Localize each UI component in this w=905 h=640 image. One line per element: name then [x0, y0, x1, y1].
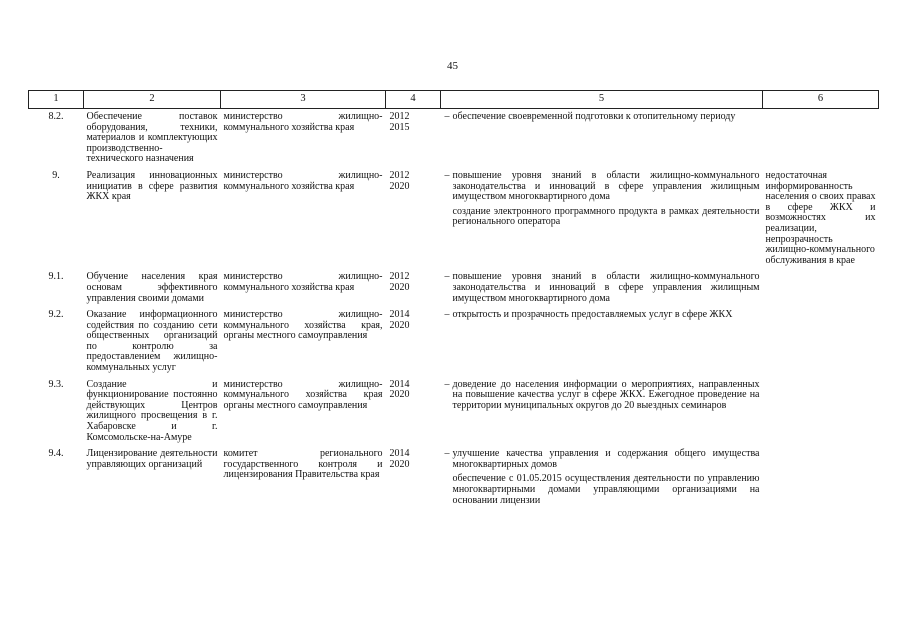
expected-results [441, 272, 763, 310]
executor: министерство жилищно-коммунального хозяйства края [223, 271, 383, 293]
risks: недостаточная информированность населения о своих правах в сфере ЖКХ и возможностях их реализации, непрозрачность жилищно-коммунального обслуживания в крае [765, 169, 876, 266]
year-start: 2012 [389, 111, 410, 122]
expected-results [441, 109, 763, 171]
result-item: – повышение уровня знаний в области жилищно-коммунального законодательства и инноваций в сфере управления жилищным имуществом многоквартирного дома [444, 271, 760, 304]
year-start: 2012 [389, 169, 410, 181]
year-end: 2020 [389, 319, 410, 331]
row-number: 9.2. [48, 309, 64, 321]
header-row [29, 91, 879, 109]
years [386, 171, 441, 272]
column-header: 1 [29, 91, 84, 109]
column-header: 4 [386, 91, 441, 109]
year-end: 2015 [389, 121, 410, 133]
year-start: 2012 [389, 271, 410, 283]
measure-title: Лицензирование деятельности управляющих организаций [86, 448, 218, 470]
expected-results [441, 380, 763, 450]
year-end: 2020 [389, 458, 410, 470]
measure-title: Создание и функционирование постоянно действующих Центров жилищного просвещения в г. Хабаровске и г. Комсомольске-на-Амуре [86, 378, 218, 443]
result-item: обеспечение с 01.05.2015 осуществления деятельности по управлению многоквартирными домами управляющими организациями на основании лицензии [452, 473, 760, 506]
table-row [29, 272, 879, 310]
result-item: – улучшение качества управления и содержания общего имущества многоквартирных домов [444, 448, 760, 470]
risks [763, 380, 879, 450]
column-header: 6 [763, 91, 879, 109]
risks [763, 272, 879, 310]
result-item: – доведение до населения информации о мероприятиях, направленных на повышение качества услуг в сфере ЖКХ. Ежегодное проведение на территории муниципальных округов до 20 выездных семинаров [444, 378, 760, 411]
years [386, 380, 441, 450]
table-row [29, 171, 879, 272]
year-start: 2014 [389, 378, 410, 390]
executor: министерство жилищно-коммунального хозяйства края, органы местного самоуправления [223, 309, 383, 342]
executor: министерство жилищно-коммунального хозяйства края [223, 169, 383, 192]
risks [763, 310, 879, 380]
executor: министерство жилищно-коммунального хозяйства края органы местного самоуправления [223, 378, 383, 411]
year-end: 2020 [389, 180, 410, 192]
page-number: 45 [447, 60, 458, 72]
result-item: – открытость и прозрачность предоставляемых услуг в сфере ЖКХ [444, 309, 733, 321]
result-item: создание электронного программного продукта в рамках деятельности регионального оператора [452, 205, 760, 228]
row-number: 9. [52, 169, 60, 181]
years [386, 449, 441, 512]
column-header: 5 [441, 91, 763, 109]
executor: комитет регионального государственного контроля и лицензирования Правительства края [223, 448, 383, 481]
result-item: – повышение уровня знаний в области жилищно-коммунального законодательства и инноваций в сфере управления жилищным имуществом многоквартирного дома [444, 169, 760, 203]
executor: министерство жилищно-коммунального хозяйства края [223, 111, 383, 133]
row-number: 9.1. [48, 271, 64, 283]
risks [763, 449, 879, 512]
column-header: 2 [84, 91, 221, 109]
expected-results [441, 310, 763, 380]
program-measures-table [28, 90, 879, 512]
years [386, 310, 441, 380]
years [386, 272, 441, 310]
year-end: 2020 [389, 389, 410, 401]
column-header: 3 [221, 91, 386, 109]
table-row [29, 380, 879, 450]
expected-results [441, 449, 763, 512]
row-number: 8.2. [48, 111, 64, 122]
measure-title: Обеспечение поставок оборудования, техники, материалов и комплектующих производственно-технического назначения [86, 111, 218, 165]
table-row [29, 109, 879, 171]
year-start: 2014 [389, 448, 410, 460]
table-row [29, 449, 879, 512]
expected-results [441, 171, 763, 272]
row-number: 9.4. [48, 448, 64, 460]
risks [763, 109, 879, 171]
row-number: 9.3. [48, 378, 64, 390]
measure-title: Оказание информационного содействия по созданию сети общественных организаций по контролю за предоставлением жилищно-коммунальных услуг [86, 309, 218, 374]
table-row [29, 310, 879, 380]
year-end: 2020 [389, 281, 410, 293]
result-item: – обеспечение своевременной подготовки к отопительному периоду [444, 111, 736, 122]
measure-title: Обучение населения края основам эффективного управления своими домами [86, 271, 218, 304]
year-start: 2014 [389, 309, 410, 321]
years [386, 109, 441, 171]
measure-title: Реализация инновационных инициатив в сфере развития ЖКХ края [86, 169, 218, 203]
